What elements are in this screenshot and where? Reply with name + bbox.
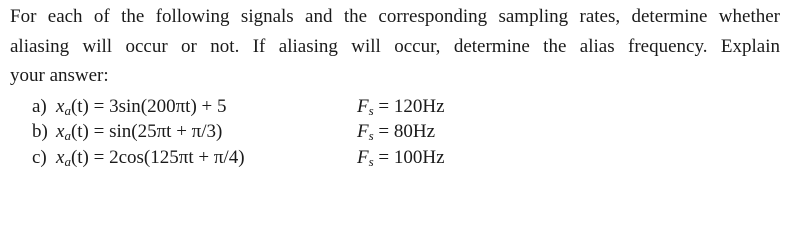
sampling-rate: $F_s = 80Hz$: [357, 121, 436, 143]
problem-line: your answer:: [10, 65, 109, 86]
signal-expression: $x_a(t) = \sin(25\pi t + \pi/3)$: [56, 121, 223, 143]
problem-line: aliasing will occur or not. If aliasing will occur, determine the alias frequency. Explain: [10, 35, 780, 57]
sampling-rate: $F_s = 120Hz$: [357, 96, 445, 118]
list-item: [32, 146, 445, 169]
signal-expression: $x_a(t) = 3\sin(200\pi t) + 5$: [56, 96, 227, 118]
list-item: [32, 120, 436, 143]
signal-expression: $x_a(t) = 2\cos(125\pi t + \pi/4)$: [56, 147, 245, 169]
item-label: c): [32, 147, 47, 168]
problem-statement: [10, 2, 780, 91]
sampling-rate: $F_s = 100Hz$: [357, 147, 445, 169]
item-label: b): [32, 121, 48, 142]
problem-line: For each of the following signals and the corresponding sampling rates, determine whether: [10, 6, 780, 27]
item-label: a): [32, 96, 47, 117]
list-item: [32, 95, 445, 118]
